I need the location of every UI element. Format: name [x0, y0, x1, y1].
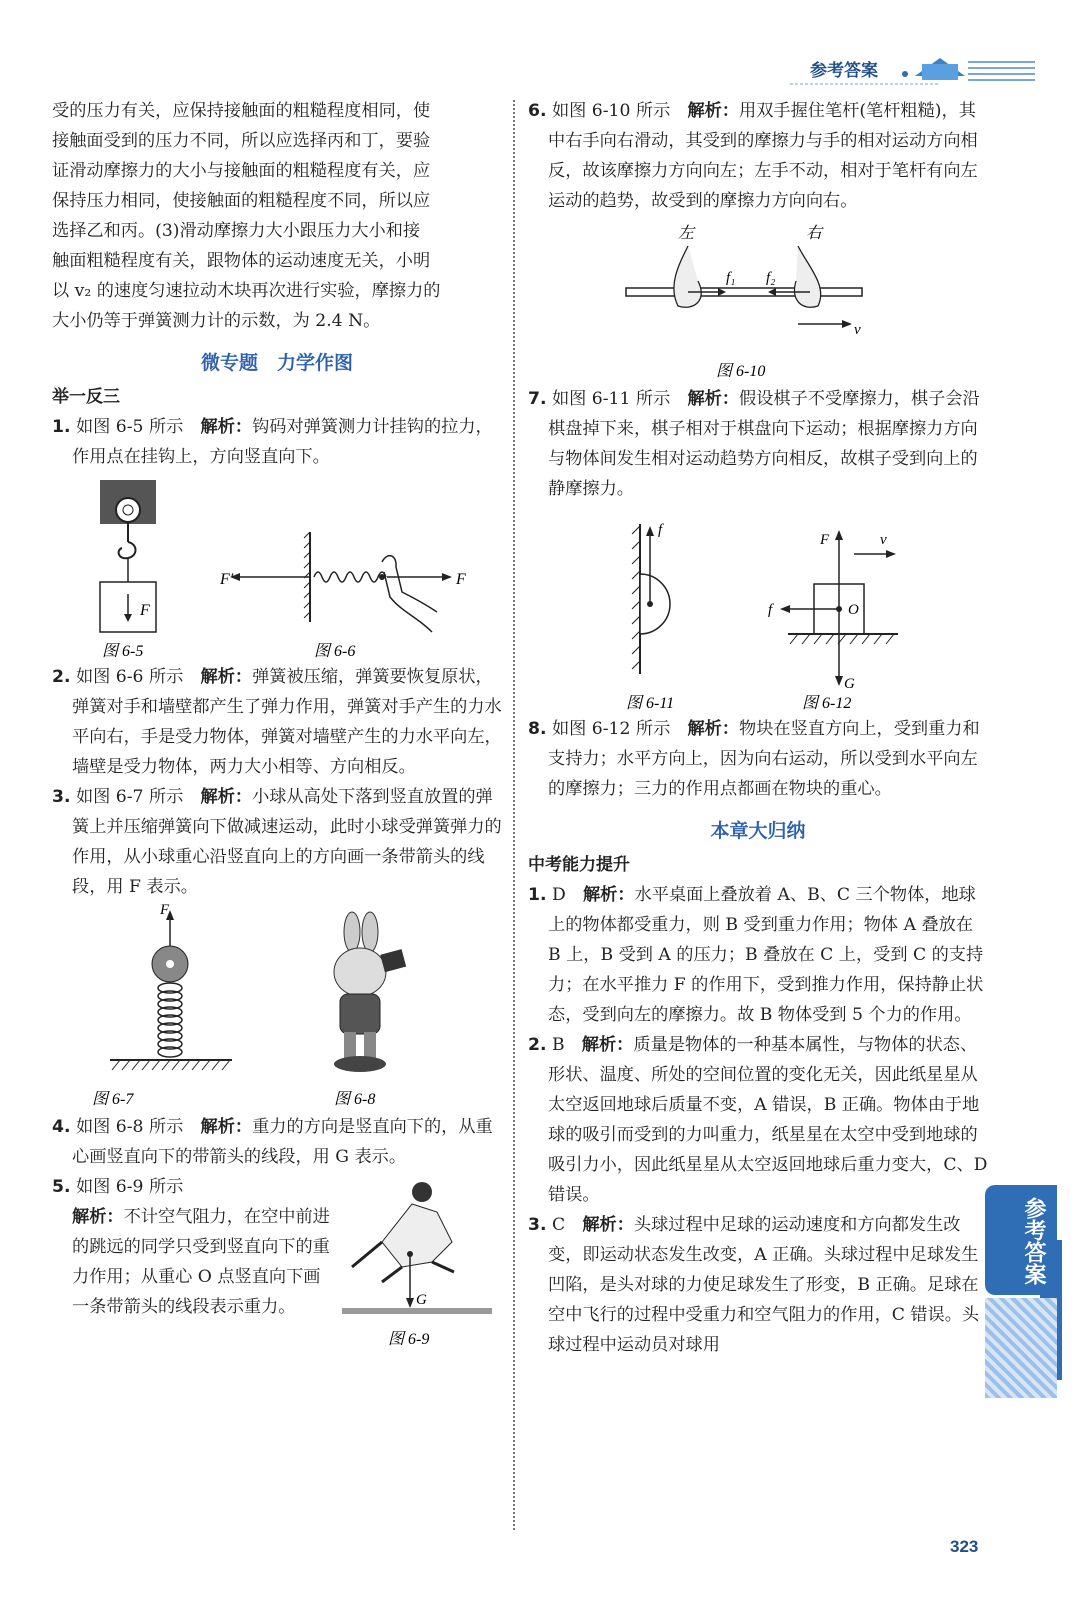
page-number: 323 — [950, 1537, 979, 1556]
force-label-F: F — [140, 602, 150, 619]
force-label-G: G — [416, 1292, 427, 1308]
answer-item-1 — [52, 412, 502, 472]
fig-caption-6-10: 图 6-10 — [716, 363, 766, 380]
answer-item-2 — [52, 662, 502, 782]
force-label-F: F — [160, 902, 170, 918]
intro-line: 触面粗糙程度有关，跟物体的运动速度无关，小明 — [52, 251, 431, 271]
item-lead: C — [551, 1215, 583, 1235]
item-text: 不计空气阻力，在空中前进的跳远的同学只受到竖直向下的重力作用；从重心 O 点竖直向下画一条带箭头的线段表示重力。 — [72, 1207, 330, 1317]
item-number: 2. — [52, 667, 71, 687]
section-title: 本章大归纳 — [710, 820, 806, 842]
answer-item-3 — [52, 782, 502, 902]
item-text: 质量是物体的一种基本属性，与物体的状态、形状、温度、所处的空间位置的变化无关，因此纸星星从太空返回地球后质量不变，A 错误，B 正确。物体由于地球的吸引而受到的力叫重力，纸星星在太空中受到地球的吸引力小，因此纸星星从太空返回地球后重力变大，C、D 错误。 — [548, 1035, 988, 1205]
item-lead: 如图 6-10 所示 — [551, 101, 688, 121]
answer-item-7 — [528, 384, 988, 504]
fig-caption-6-6: 图 6-6 — [314, 643, 356, 660]
item-keyword: 解析： — [200, 667, 253, 687]
item-lead: 如图 6-5 所示 — [75, 417, 201, 437]
figure-6-5-6-6 — [52, 472, 502, 662]
item-number: 1. — [528, 885, 547, 905]
figure-6-10 — [528, 216, 988, 384]
right-column — [528, 96, 988, 1360]
intro-line: 证滑动摩擦力的大小与接触面的粗糙程度有关，应 — [52, 161, 431, 181]
item-number: 4. — [52, 1117, 71, 1137]
answer-item-4 — [52, 1112, 502, 1172]
item-lead: 如图 6-8 所示 — [75, 1117, 201, 1137]
figure-6-11-6-12 — [528, 504, 988, 714]
answer-item-6 — [528, 96, 988, 216]
item-lead: 如图 6-12 所示 — [551, 719, 688, 739]
fig-caption-6-12: 图 6-12 — [802, 695, 852, 712]
item-lead: B — [551, 1035, 582, 1055]
item-lead: 如图 6-11 所示 — [551, 389, 688, 409]
item-keyword: 解析： — [200, 1117, 253, 1137]
figure-6-9-jumper — [342, 1172, 492, 1352]
force-label-G: G — [844, 676, 855, 692]
item-text: 头球过程中足球的运动速度和方向都发生改变，即运动状态发生改变，A 正确。头球过程中足球发生凹陷，是头对球的力使足球发生了形变，B 正确。足球在空中飞行的过程中受重力和空气阻力的作用，C 错误。头球过程中运动员对球用 — [548, 1215, 980, 1355]
column-divider — [513, 100, 515, 1530]
item-keyword: 解析： — [200, 417, 253, 437]
item-lead: 如图 6-9 所示 — [75, 1177, 184, 1197]
fig-caption-6-11: 图 6-11 — [626, 695, 675, 712]
item-number: 3. — [528, 1215, 547, 1235]
item-keyword: 解析： — [582, 885, 635, 905]
item-keyword: 解析： — [72, 1207, 124, 1227]
item-keyword: 解析： — [687, 101, 740, 121]
force-label-f1: f₁ — [726, 270, 736, 286]
item-text: 弹簧被压缩，弹簧要恢复原状，弹簧对手和墙壁都产生了弹力作用，弹簧对手产生的力水平向右，手是受力物体，弹簧对墙壁产生的力水平向左，墙壁是受力物体，两力大小相等、方向相反。 — [72, 667, 502, 777]
page-header — [790, 50, 1040, 90]
answer-item-choice-3 — [528, 1210, 988, 1360]
force-label-F-right: F — [456, 571, 466, 588]
left-column — [52, 96, 502, 1348]
item-text: 物块在竖直方向上，受到重力和支持力；水平方向上，因为向右运动，所以受到水平向左的摩擦力；三力的作用点都画在物块的重心。 — [548, 719, 980, 799]
center-label-O: O — [848, 602, 859, 618]
side-tab-label: 参考答案 — [1021, 1197, 1046, 1285]
item-number: 6. — [528, 101, 547, 121]
force-label-F-prime: F′ — [220, 571, 234, 588]
item-text: 小球从高处下落到竖直放置的弹簧上并压缩弹簧向下做减速运动，此时小球受弹簧弹力的作用，从小球重心沿竖直向上的方向画一条带箭头的线段，用 F 表示。 — [72, 787, 502, 897]
label-left: 左 — [678, 225, 695, 242]
subsection-title: 举一反三 — [52, 387, 120, 407]
item-keyword: 解析： — [581, 1035, 634, 1055]
intro-line: 保持压力相同，使接触面的粗糙程度不同，所以应 — [52, 191, 431, 211]
figure-ball-spring-and-toy — [52, 902, 502, 1112]
intro-line: 受的压力有关，应保持接触面的粗糙程度相同，使 — [52, 101, 431, 121]
force-label-f2: f₂ — [766, 270, 776, 286]
answer-item-choice-1 — [528, 880, 988, 1030]
force-label-F: F — [820, 532, 830, 548]
side-tab-pattern — [985, 1298, 1057, 1398]
figure-spring-diagrams — [52, 472, 502, 662]
figure-6-7-6-8 — [52, 902, 502, 1112]
item-number: 3. — [52, 787, 71, 807]
answer-item-8 — [528, 714, 988, 804]
figure-pen-friction — [528, 216, 988, 384]
item-keyword: 解析： — [687, 389, 740, 409]
label-right: 右 — [806, 225, 823, 242]
side-tab[interactable] — [985, 1185, 1057, 1295]
item-lead: 如图 6-6 所示 — [75, 667, 201, 687]
item-text: 水平桌面上叠放着 A、B、C 三个物体，地球上的物体都受重力，则 B 受到重力作用；物体 A 叠放在 B 上，B 受到 A 的压力；B 叠放在 C 上，受到 C 的支持力；在水平推力 F 的作用下，受到推力作用，保持静止状态，受到向左的摩擦力。故 B 物体受到 5 个力的作用。 — [548, 885, 984, 1025]
item-text: 用双手握住笔杆(笔杆粗糙)，其中右手向右滑动，其受到的摩擦力与手的相对运动方向相反，故该摩擦力方向向左；左手不动，相对于笔杆有向左运动的趋势，故受到的摩擦力方向向右。 — [548, 101, 978, 211]
header-title: 参考答案 — [810, 61, 878, 81]
velocity-label: v — [880, 532, 887, 548]
intro-line: 接触面受到的压力不同，所以应选择丙和丁，要验 — [52, 131, 431, 151]
item-lead: 如图 6-7 所示 — [75, 787, 201, 807]
answer-item-choice-2 — [528, 1030, 988, 1210]
item-keyword: 解析： — [687, 719, 740, 739]
section-title: 微专题 力学作图 — [200, 352, 353, 374]
force-label-f: f — [658, 522, 663, 538]
item-text: 钩码对弹簧测力计挂钩的拉力，作用点在挂钩上，方向竖直向下。 — [72, 417, 493, 467]
item-keyword: 解析： — [582, 1215, 634, 1235]
item-text: 重力的方向是竖直向下的，从重心画竖直向下的带箭头的线段，用 G 表示。 — [72, 1117, 493, 1167]
item-number: 7. — [528, 389, 547, 409]
fig-caption-6-9: 图 6-9 — [388, 1331, 430, 1348]
answer-item-5 — [52, 1172, 502, 1348]
item-number: 5. — [52, 1177, 71, 1197]
intro-line: 选择乙和丙。(3)滑动摩擦力大小跟压力大小和接 — [52, 221, 421, 241]
figure-chess-and-block — [528, 504, 988, 714]
fig-caption-6-5: 图 6-5 — [102, 643, 144, 660]
item-number: 8. — [528, 719, 547, 739]
intro-line: 以 v₂ 的速度匀速拉动木块再次进行实验，摩擦力的 — [52, 281, 441, 301]
item-keyword: 解析： — [200, 787, 253, 807]
fig-caption-6-7: 图 6-7 — [92, 1091, 134, 1108]
item-text: 假设棋子不受摩擦力，棋子会沿棋盘掉下来，棋子相对于棋盘向下运动；根据摩擦力方向与物体间发生相对运动趋势方向相反，故棋子受到向上的静摩擦力。 — [548, 389, 980, 499]
item-number: 1. — [52, 417, 71, 437]
velocity-label: v — [854, 322, 861, 338]
subsection-title: 中考能力提升 — [528, 855, 630, 875]
item-number: 2. — [528, 1035, 547, 1055]
fig-caption-6-8: 图 6-8 — [334, 1091, 376, 1108]
item-lead: D — [551, 885, 583, 905]
force-label-f-block: f — [768, 602, 773, 618]
intro-line: 大小仍等于弹簧测力计的示数，为 2.4 N。 — [52, 311, 381, 331]
